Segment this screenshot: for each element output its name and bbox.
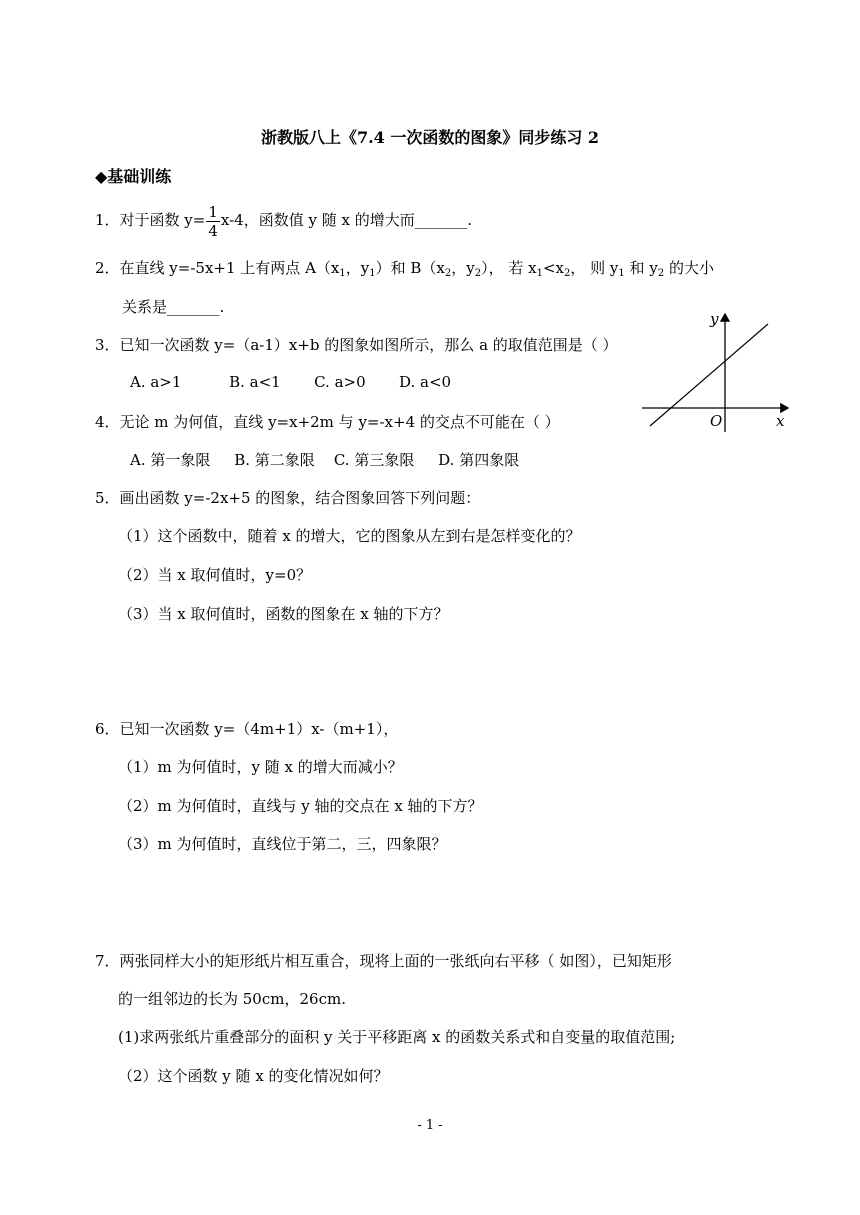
question-2: 2．在直线 y=-5x+1 上有两点 $A(x_1$，$y_1$）和 $B(x_2$，$y_2$）， 若 $x_1<x_2$， 则 $y_1$ 和 $y_2$ 的大小 <box>95 259 714 279</box>
question-3-options: A. a>1 B. a<1 C. a>0 D. a<0 <box>130 373 452 391</box>
question-5-part-2: （2）当 x 取何值时，y=0？ <box>118 566 312 584</box>
fraction-denominator: 4 <box>208 221 218 240</box>
page-number: - 1 - <box>417 1118 443 1133</box>
question-7-part-2: （2）这个函数 y 随 x 的变化情况如何？ <box>118 1067 389 1085</box>
question-7-part-1: (1)求两张纸片重叠部分的面积 y 关于平移距离 x 的函数关系式和自变量的取值范围; <box>118 1028 676 1046</box>
page-title: 浙教版八上《7.4 一次函数的图象》同步练习 2 <box>260 128 600 147</box>
x-axis-label: x <box>776 412 785 430</box>
origin-label: O <box>710 412 723 430</box>
question-4-options: A. 第一象限 B. 第二象限 C. 第三象限 D. 第四象限 <box>130 451 520 469</box>
q1-suffix: x-4，函数值 y 随 x 的增大而_______. <box>220 211 472 229</box>
fraction-numerator: 1 <box>208 202 218 221</box>
question-4: 4．无论 m 为何值，直线 y=x+2m 与 y=-x+4 的交点不可能在（ ） <box>95 413 560 431</box>
question-5-part-3: （3）当 x 取何值时，函数的图象在 x 轴的下方？ <box>118 605 449 623</box>
question-7-line-2: 的一组邻边的长为 50cm，26cm. <box>118 990 346 1008</box>
question-6-part-1: （1）m 为何值时，y 随 x 的增大而减小？ <box>118 758 403 776</box>
q1-prefix: 1．对于函数 y= <box>95 211 206 229</box>
function-line <box>650 324 768 426</box>
question-2-line-2: 关系是_______. <box>122 298 225 316</box>
question-6-part-3: （3）m 为何值时，直线位于第二，三，四象限？ <box>118 835 447 853</box>
question-1 <box>95 200 472 240</box>
section-heading: ◆基础训练 <box>95 167 172 186</box>
question-7: 7．两张同样大小的矩形纸片相互重合，现将上面的一张纸向右平移（ 如图），已知矩形 <box>95 952 672 970</box>
fraction <box>206 203 220 240</box>
question-6: 6．已知一次函数 y=（4m+1）x-（m+1）， <box>95 720 399 738</box>
question-5: 5．画出函数 y=-2x+5 的图象，结合图象回答下列问题： <box>95 489 481 507</box>
question-6-part-2: （2）m 为何值时，直线与 y 轴的交点在 x 轴的下方？ <box>118 797 483 815</box>
question-3: 3．已知一次函数 y=（a-1）x+b 的图象如图所示，那么 a 的取值范围是（ ） <box>95 336 618 354</box>
graph-figure <box>640 310 790 435</box>
question-5-part-1: （1）这个函数中，随着 x 的增大，它的图象从左到右是怎样变化的？ <box>118 527 581 545</box>
y-axis-label: y <box>710 310 719 328</box>
